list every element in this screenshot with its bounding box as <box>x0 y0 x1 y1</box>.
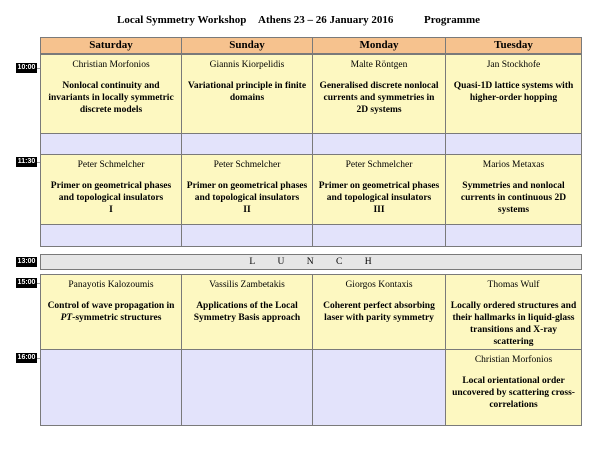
lunch-letter: C <box>336 257 344 267</box>
speaker-name: Christian Morfonios <box>474 355 553 365</box>
talk-cell <box>181 274 313 350</box>
break-cell <box>445 133 582 155</box>
talk-title: Primer on geometrical phases and topological insulators <box>186 181 308 203</box>
talk-part: III <box>373 205 385 215</box>
location-dates: Athens 23 – 26 January 2016 <box>258 14 394 26</box>
talk-title: Quasi-1D lattice systems with higher-order hopping <box>453 81 574 103</box>
break-cell <box>445 224 582 247</box>
speaker-name: Marios Metaxas <box>482 160 545 170</box>
programme-label: Programme <box>424 14 480 26</box>
speaker-name: Peter Schmelcher <box>345 160 413 170</box>
talk-title: Control of wave propagation in PT-symmetric structures <box>47 301 175 323</box>
speaker-name: Thomas Wulf <box>487 280 540 290</box>
speaker-name: Peter Schmelcher <box>213 160 281 170</box>
time-marker: 15:00 <box>17 279 36 286</box>
lunch-bar <box>40 254 582 270</box>
speaker-name: Malte Röntgen <box>350 60 408 70</box>
day-header-sunday: Sunday <box>181 37 313 54</box>
talk-title: Symmetries and nonlocal currents in continuous 2D systems <box>460 181 567 215</box>
lunch-letter: L <box>249 257 257 267</box>
talk-cell <box>445 54 582 134</box>
talk-cell <box>445 274 582 350</box>
talk-title: Nonlocal continuity and invariants in locally symmetric discrete models <box>48 81 174 115</box>
day-header-saturday: Saturday <box>40 37 182 54</box>
talk-title: Generalised discrete nonlocal currents and symmetries in 2D systems <box>319 81 439 115</box>
break-cell <box>40 224 182 247</box>
talk-cell <box>445 349 582 426</box>
speaker-name: Peter Schmelcher <box>77 160 145 170</box>
speaker-name: Giannis Kiorpelidis <box>209 60 285 70</box>
speaker-name: Jan Stockhofe <box>486 60 541 70</box>
speaker-name: Panayotis Kalozoumis <box>68 280 154 290</box>
day-header-monday: Monday <box>312 37 446 54</box>
talk-part: I <box>109 205 113 215</box>
talk-cell <box>181 54 313 134</box>
talk-title: Variational principle in finite domains <box>187 81 307 103</box>
talk-cell <box>181 154 313 225</box>
time-marker: 10:00 <box>17 64 36 71</box>
talk-title: Local orientational order uncovered by scattering cross-correlations <box>452 376 575 410</box>
talk-cell <box>40 54 182 134</box>
time-marker: 11:30 <box>17 158 36 165</box>
break-cell <box>40 133 182 155</box>
speaker-name: Giorgos Kontaxis <box>345 280 413 290</box>
break-cell <box>181 224 313 247</box>
talk-cell <box>40 154 182 225</box>
talk-cell <box>312 274 446 350</box>
break-cell <box>312 349 446 426</box>
talk-part: II <box>243 205 251 215</box>
time-marker: 16:00 <box>17 354 36 361</box>
lunch-letter: U <box>277 257 286 267</box>
speaker-name: Vassilis Zambetakis <box>209 280 285 290</box>
break-cell <box>312 224 446 247</box>
break-cell <box>312 133 446 155</box>
lunch-letter: H <box>364 257 373 267</box>
talk-cell <box>40 274 182 350</box>
talk-cell <box>312 54 446 134</box>
talk-title: Locally ordered structures and their hallmarks in liquid-glass transitions and X-ray scattering <box>450 301 577 347</box>
talk-cell <box>312 154 446 225</box>
talk-title: Primer on geometrical phases and topological insulators <box>318 181 440 203</box>
speaker-name: Christian Morfonios <box>72 60 150 70</box>
talk-cell <box>445 154 582 225</box>
talk-title: Primer on geometrical phases and topological insulators <box>50 181 172 203</box>
lunch-letter: N <box>306 257 315 267</box>
workshop-title: Local Symmetry Workshop <box>117 14 247 26</box>
break-cell <box>40 349 182 426</box>
break-cell <box>181 133 313 155</box>
talk-title: Applications of the Local Symmetry Basis approach <box>193 301 301 323</box>
talk-title: Coherent perfect absorbing laser with parity symmetry <box>323 301 435 323</box>
time-marker: 13:00 <box>17 258 36 265</box>
break-cell <box>181 349 313 426</box>
day-header-tuesday: Tuesday <box>445 37 582 54</box>
